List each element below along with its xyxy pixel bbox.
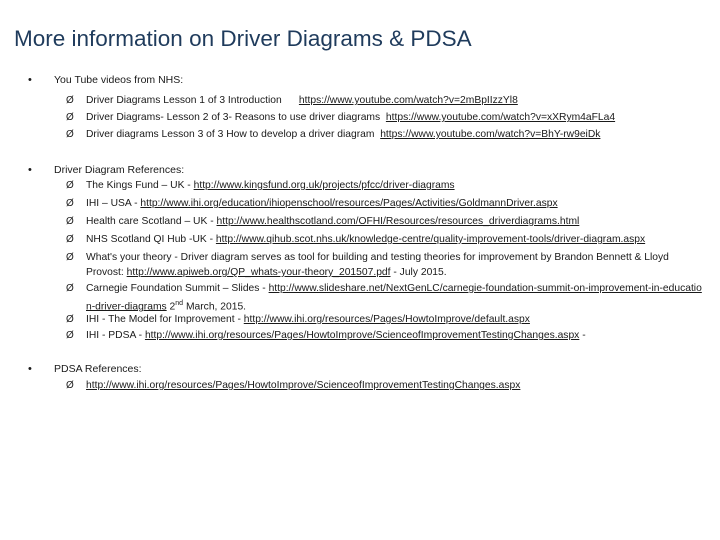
- reference-link[interactable]: http://www.ihi.org/resources/Pages/HowtoImprove/ScienceofImprovementTestingChanges.aspx: [144, 330, 580, 341]
- item-text: Carnegie Foundation Summit – Slides -: [86, 283, 269, 294]
- item-suffix-pre: 2: [166, 301, 176, 313]
- bullet-icon: •: [28, 164, 32, 176]
- list-item: [66, 196, 706, 214]
- list-item: [66, 378, 706, 394]
- list-item: [66, 127, 706, 144]
- item-text: Driver Diagrams- Lesson 2 of 3- Reasons to use driver diagrams: [86, 112, 381, 123]
- arrow-bullet-icon: Ø: [66, 283, 74, 294]
- arrow-bullet-icon: Ø: [66, 216, 74, 227]
- item-suffix-sup: nd: [175, 300, 184, 307]
- youtube-link[interactable]: https://www.youtube.com/watch?v=2mBpIIzzYl8: [298, 95, 518, 106]
- reference-link[interactable]: http://www.qihub.scot.nhs.uk/knowledge-centre/quality-improvement-tools/driver-diagram.aspx: [215, 234, 646, 245]
- reference-link[interactable]: http://www.slideshare.net/NextGenLC/carnegie-foundation-summit-on-improvement-in-education-driver-diagrams: [86, 283, 702, 313]
- item-text: IHI - PDSA -: [86, 330, 145, 341]
- bullet-icon: •: [28, 74, 32, 86]
- youtube-link[interactable]: https://www.youtube.com/watch?v=BhY-rw9eiDk: [380, 129, 601, 140]
- youtube-link[interactable]: https://www.youtube.com/watch?v=xXRym4aFLa4: [385, 112, 616, 123]
- arrow-bullet-icon: Ø: [66, 180, 74, 191]
- reference-link[interactable]: http://www.ihi.org/resources/Pages/HowtoImprove/default.aspx: [243, 314, 530, 325]
- list-item: [66, 178, 706, 196]
- item-text: What's your theory - Driver diagram serves as tool for building and testing theories for improvement by Brandon Bennett & Lloyd Provost:: [86, 252, 669, 278]
- arrow-bullet-icon: Ø: [66, 129, 74, 140]
- item-suffix: - July 2015.: [390, 267, 447, 278]
- bullet-icon: •: [28, 363, 32, 375]
- arrow-bullet-icon: Ø: [66, 198, 74, 209]
- list-item: [66, 281, 706, 312]
- arrow-bullet-icon: Ø: [66, 112, 74, 123]
- section-heading: Driver Diagram References:: [54, 164, 185, 176]
- list-item: [66, 250, 706, 281]
- reference-link[interactable]: http://www.ihi.org/education/ihiopenschool/resources/Pages/Activities/GoldmannDriver.aspx: [140, 198, 558, 209]
- reference-link[interactable]: http://www.kingsfund.org.uk/projects/pfcc/driver-diagrams: [193, 180, 455, 191]
- item-suffix: -: [579, 330, 586, 341]
- list-item: [66, 110, 706, 127]
- reference-link[interactable]: http://www.healthscotland.com/OFHI/Resources/resources_driverdiagrams.html: [216, 216, 580, 227]
- item-text: NHS Scotland QI Hub -UK -: [86, 234, 216, 245]
- item-text: Driver Diagrams Lesson 1 of 3 Introduction: [86, 95, 282, 106]
- reference-link[interactable]: http://www.apiweb.org/QP_whats-your-theory_201507.pdf: [126, 267, 391, 278]
- item-suffix: March, 2015.: [183, 301, 247, 313]
- list-item: [66, 312, 706, 328]
- item-text: IHI – USA -: [86, 198, 141, 209]
- arrow-bullet-icon: Ø: [66, 234, 74, 245]
- item-text: Driver diagrams Lesson 3 of 3 How to develop a driver diagram: [86, 129, 375, 140]
- arrow-bullet-icon: Ø: [66, 330, 74, 341]
- arrow-bullet-icon: Ø: [66, 380, 74, 391]
- item-text: Health care Scotland – UK -: [86, 216, 217, 227]
- arrow-bullet-icon: Ø: [66, 314, 74, 325]
- arrow-bullet-icon: Ø: [66, 95, 74, 106]
- section-heading: You Tube videos from NHS:: [54, 74, 184, 86]
- arrow-bullet-icon: Ø: [66, 252, 74, 263]
- item-text: IHI - The Model for Improvement -: [86, 314, 244, 325]
- list-item: [66, 232, 706, 250]
- page-title: More information on Driver Diagrams & PDSA: [14, 26, 472, 51]
- item-text: The Kings Fund – UK -: [86, 180, 194, 191]
- list-item: [66, 93, 706, 110]
- list-item: [66, 328, 706, 344]
- section-heading: PDSA References:: [54, 363, 142, 375]
- list-item: [66, 214, 706, 232]
- reference-link[interactable]: http://www.ihi.org/resources/Pages/HowtoImprove/ScienceofImprovementTestingChanges.aspx: [86, 380, 521, 391]
